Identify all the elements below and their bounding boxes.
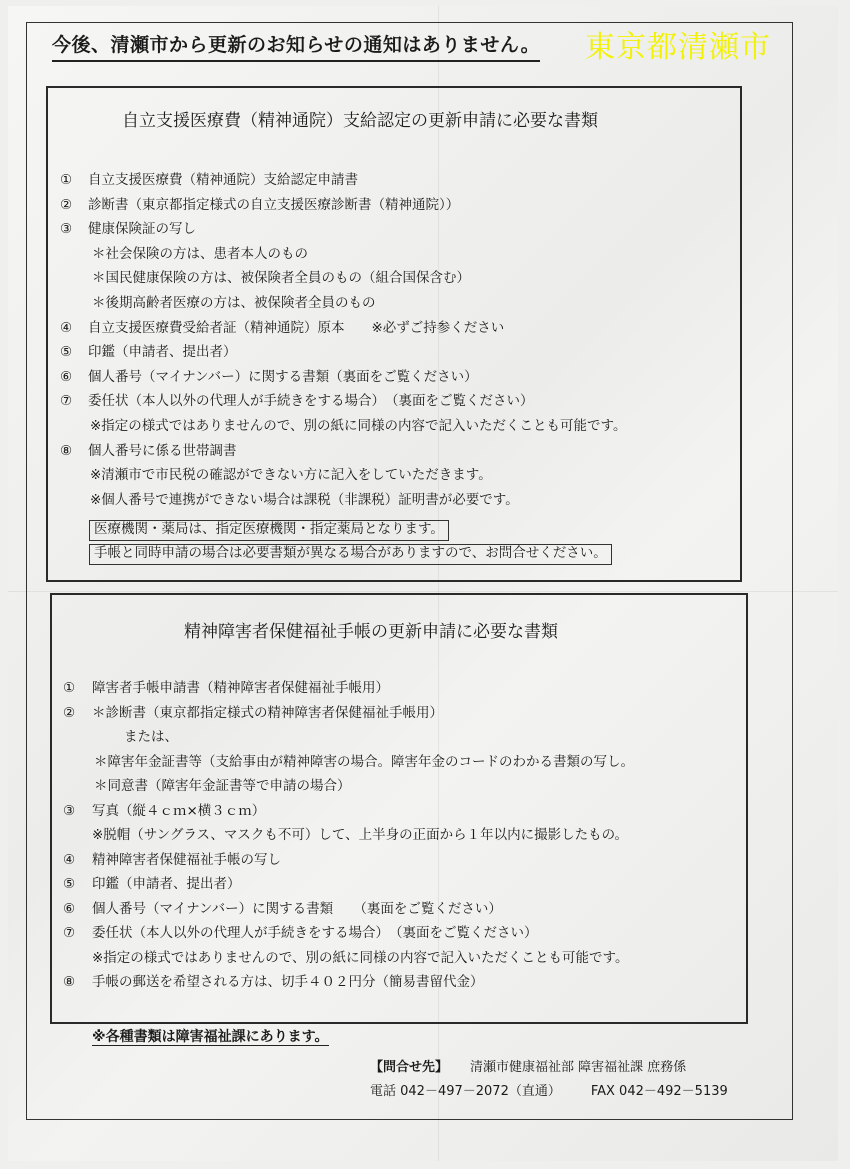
list-item-number: ⑤: [60, 344, 73, 361]
list-item: [60, 469, 492, 483]
list-item-text: 個人番号（マイナンバー）に関する書類（裏面をご覧ください）: [88, 368, 478, 385]
list-item-number: ③: [63, 802, 76, 819]
list-item: [60, 319, 505, 336]
contact-line: [370, 1056, 686, 1075]
list-item: [63, 731, 178, 745]
list-item: [60, 442, 237, 459]
list-item-text: 精神障害者保健福祉手帳の写し: [92, 851, 281, 868]
list-item-text: ※指定の様式ではありませんので、別の紙に同様の内容で記入いただくことも可能です。: [90, 418, 627, 434]
list-item-text: ※清瀬市で市民税の確認ができない方に記入をしていただきます。: [90, 467, 492, 484]
list-item: [60, 223, 196, 237]
list-item-text: ＊診断書（東京都指定様式の精神障害者保健福祉手帳用）: [92, 704, 443, 721]
footer-note: ※各種書類は障害福祉課にあります。: [92, 1029, 329, 1045]
list-item-number: ②: [60, 196, 73, 213]
list-item: [63, 704, 443, 721]
list-item-text: 診断書（東京都指定様式の自立支援医療診断書（精神通院））: [88, 196, 460, 213]
contact-dept: 清瀬市健康福祉部 障害福祉課 庶務係: [470, 1060, 687, 1075]
list-item-text: 個人番号に係る世帯調書: [88, 442, 237, 459]
list-item-text: 手帳の郵送を希望される方は、切手４０２円分（簡易書留代金）: [92, 974, 484, 990]
list-item-text: 委任状（本人以外の代理人が手続きをする場合） （裏面をご覧ください）: [92, 925, 538, 941]
list-item: [60, 272, 470, 286]
list-item-number: ③: [60, 221, 73, 238]
list-item-number: ⑦: [63, 925, 76, 941]
list-item-text: ※指定の様式ではありませんので、別の紙に同様の内容で記入いただくことも可能です。: [92, 949, 629, 966]
list-item: [60, 174, 358, 188]
list-item: [60, 196, 460, 213]
list-item-number: ⑤: [63, 876, 76, 892]
list-item-text: 健康保険証の写し: [88, 221, 196, 238]
list-item-text: 印鑑（申請者、提出者）: [88, 344, 237, 361]
list-item: [63, 949, 629, 966]
list-item-number: ⑧: [60, 442, 73, 459]
list-item: [60, 346, 237, 360]
list-item: [63, 802, 266, 819]
list-item: [63, 976, 484, 990]
list-item-text: ＊同意書（障害年金証書等で申請の場合）: [94, 778, 351, 794]
phone-line: [370, 1080, 728, 1099]
list-item-number: ⑥: [60, 368, 73, 385]
list-item: [60, 245, 308, 262]
contact-label: 【問合せ先】: [370, 1060, 449, 1075]
list-item: [63, 682, 389, 696]
list-item-text: 印鑑（申請者、提出者）: [92, 876, 241, 892]
list-item: [60, 395, 534, 409]
list-item-text: ＊社会保険の方は、患者本人のもの: [92, 245, 308, 262]
section1-note-pharmacy: 医療機関・薬局は、指定医療機関・指定薬局となります。: [89, 520, 449, 541]
fax-number: FAX 042－492－5139: [590, 1084, 728, 1099]
list-item: [63, 927, 538, 941]
phone-number: 電話 042－497－2072（直通）: [370, 1084, 561, 1099]
list-item-text: 個人番号（マイナンバー）に関する書類 （裏面をご覧ください）: [92, 900, 502, 917]
list-item-number: ④: [60, 319, 73, 336]
list-item: [63, 780, 351, 794]
list-item: [63, 829, 628, 843]
list-item-text: または、: [124, 729, 178, 745]
list-item-text: ※個人番号で連携ができない場合は課税（非課税）証明書が必要です。: [90, 491, 519, 508]
list-item-text: ＊障害年金証書等（支給事由が精神障害の場合。障害年金のコードのわかる書類の写し。: [94, 753, 634, 770]
list-item: [63, 900, 502, 917]
list-item: [60, 491, 519, 508]
list-item-number: ⑦: [60, 393, 73, 410]
list-item-text: 自立支援医療費（精神通院）支給認定申請書: [88, 172, 358, 188]
list-item: [60, 368, 478, 385]
list-item-number: ②: [63, 704, 76, 721]
list-item-number: ①: [63, 680, 76, 696]
list-item-number: ⑧: [63, 974, 76, 990]
list-item-text: 写真（縦４ｃｍ×横３ｃｍ）: [92, 802, 266, 819]
list-item: [63, 878, 241, 892]
list-item-text: ※脱帽（サングラス、マスクも不可）して、上半身の正面から１年以内に撮影したもの。: [92, 827, 629, 843]
list-item: [60, 420, 626, 434]
list-item: [63, 753, 634, 770]
list-item-text: ＊国民健康保険の方は、被保険者全員のもの（組合国保含む）: [92, 270, 470, 287]
section2-title: 精神障害者保健福祉手帳の更新申請に必要な書類: [184, 622, 558, 642]
list-item-text: 障害者手帳申請書（精神障害者保健福祉手帳用）: [92, 680, 389, 696]
city-stamp: 東京都清瀬市: [585, 30, 771, 65]
section1-title: 自立支援医療費（精神通院）支給認定の更新申請に必要な書類: [122, 111, 598, 131]
list-item-number: ①: [60, 172, 73, 188]
list-item-text: ＊後期高齢者医療の方は、被保険者全員のもの: [92, 295, 376, 311]
list-item: [63, 851, 281, 868]
list-item-text: 委任状（本人以外の代理人が手続きをする場合） （裏面をご覧ください）: [88, 393, 534, 410]
list-item-number: ④: [63, 851, 76, 868]
list-item-number: ⑥: [63, 900, 76, 917]
section1-note-combined: 手帳と同時申請の場合は必要書類が異なる場合がありますので、お問合せください。: [89, 544, 612, 565]
list-item: [60, 297, 376, 311]
headline: 今後、清瀬市から更新のお知らせの通知はありません。: [52, 30, 540, 62]
list-item-text: 自立支援医療費受給者証（精神通院）原本 ※必ずご持参ください: [88, 319, 505, 336]
